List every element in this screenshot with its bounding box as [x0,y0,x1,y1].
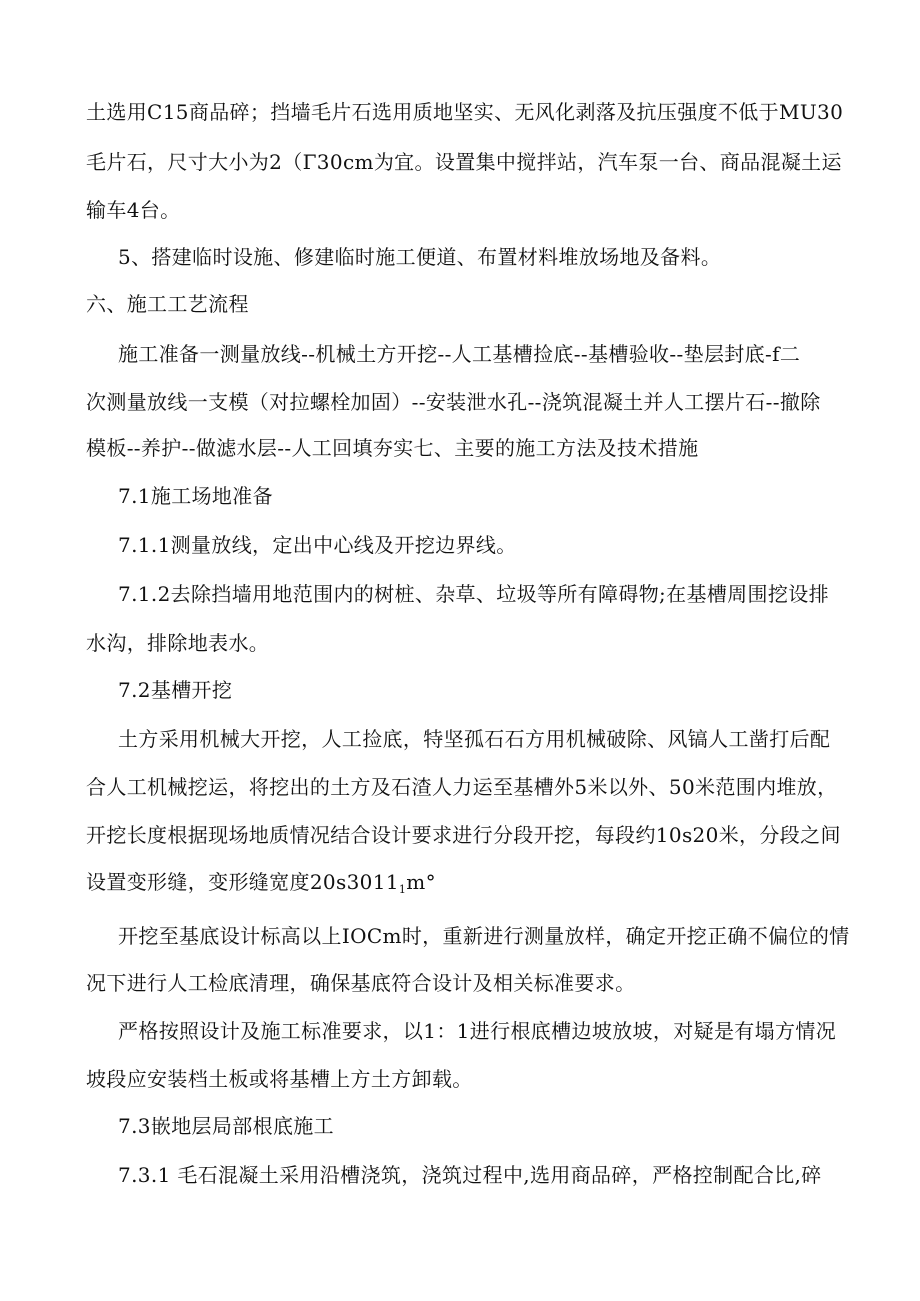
paragraph-line: 开挖长度根据现场地质情况结合设计要求进行分段开挖，每段约10s20米，分段之间 [86,823,841,847]
line-text-tail: m° [406,870,436,894]
paragraph-line: 水沟，排除地表水。 [86,631,270,655]
paragraph-line [86,869,436,903]
paragraph-line: 土选用C15商品碎；挡墙毛片石选用质地坚实、无风化剥落及抗压强度不低于MU30 [86,100,844,124]
paragraph-line: 毛片石，尺寸大小为2（Γ30cm为宜。设置集中搅拌站，汽车泵一台、商品混凝土运 [86,150,842,174]
subsection-heading: 7.1施工场地准备 [118,484,273,508]
paragraph-line: 7.1.1测量放线，定出中心线及开挖边界线。 [118,533,517,557]
subsection-heading: 7.3嵌地层局部根底施工 [118,1114,335,1138]
subscript-text: 1 [398,883,407,896]
paragraph-line: 施工准备一测量放线--机械土方开挖--人工基槽捡底--基槽验收--垫层封底-f二 [118,342,801,366]
paragraph-line: 况下进行人工检底清理，确保基底符合设计及相关标准要求。 [86,971,636,995]
subsection-heading: 7.2基槽开挖 [118,678,233,702]
paragraph-line: 5、搭建临时设施、修建临时施工便道、布置材料堆放场地及备料。 [118,245,722,269]
paragraph-line: 7.1.2去除挡墙用地范围内的树桩、杂草、垃圾等所有障碍物;在基槽周围挖设排 [118,582,829,606]
paragraph-line: 坡段应安装档土板或将基槽上方土方卸载。 [86,1067,473,1091]
paragraph-line: 次测量放线一支模（对拉螺栓加固）--安装泄水孔--浇筑混凝土并人工摆片石--撤除 [86,390,821,414]
paragraph-line: 严格按照设计及施工标准要求，以1：1进行根底槽边坡放坡，对疑是有塌方情况 [118,1019,837,1043]
paragraph-line: 土方采用机械大开挖，人工捡底，特坚孤石石方用机械破除、风镐人工凿打后配 [118,727,831,751]
section-heading: 六、施工工艺流程 [86,292,249,316]
paragraph-line: 合人工机械挖运，将挖出的土方及石渣人力运至基槽外5米以外、50米范围内堆放， [86,775,838,799]
line-text: 设置变形缝，变形缝宽度20s3011 [86,870,399,894]
paragraph-line: 开挖至基底设计标高以上IOCm时，重新进行测量放样，确定开挖正确不偏位的情 [118,924,850,948]
paragraph-line: 7.3.1 毛石混凝土采用沿槽浇筑，浇筑过程中,选用商品碎，严格控制配合比,碎 [118,1163,822,1187]
paragraph-line: 输车4台。 [86,198,181,222]
paragraph-line: 模板--养护--做滤水层--人工回填夯实七、主要的施工方法及技术措施 [86,436,699,460]
